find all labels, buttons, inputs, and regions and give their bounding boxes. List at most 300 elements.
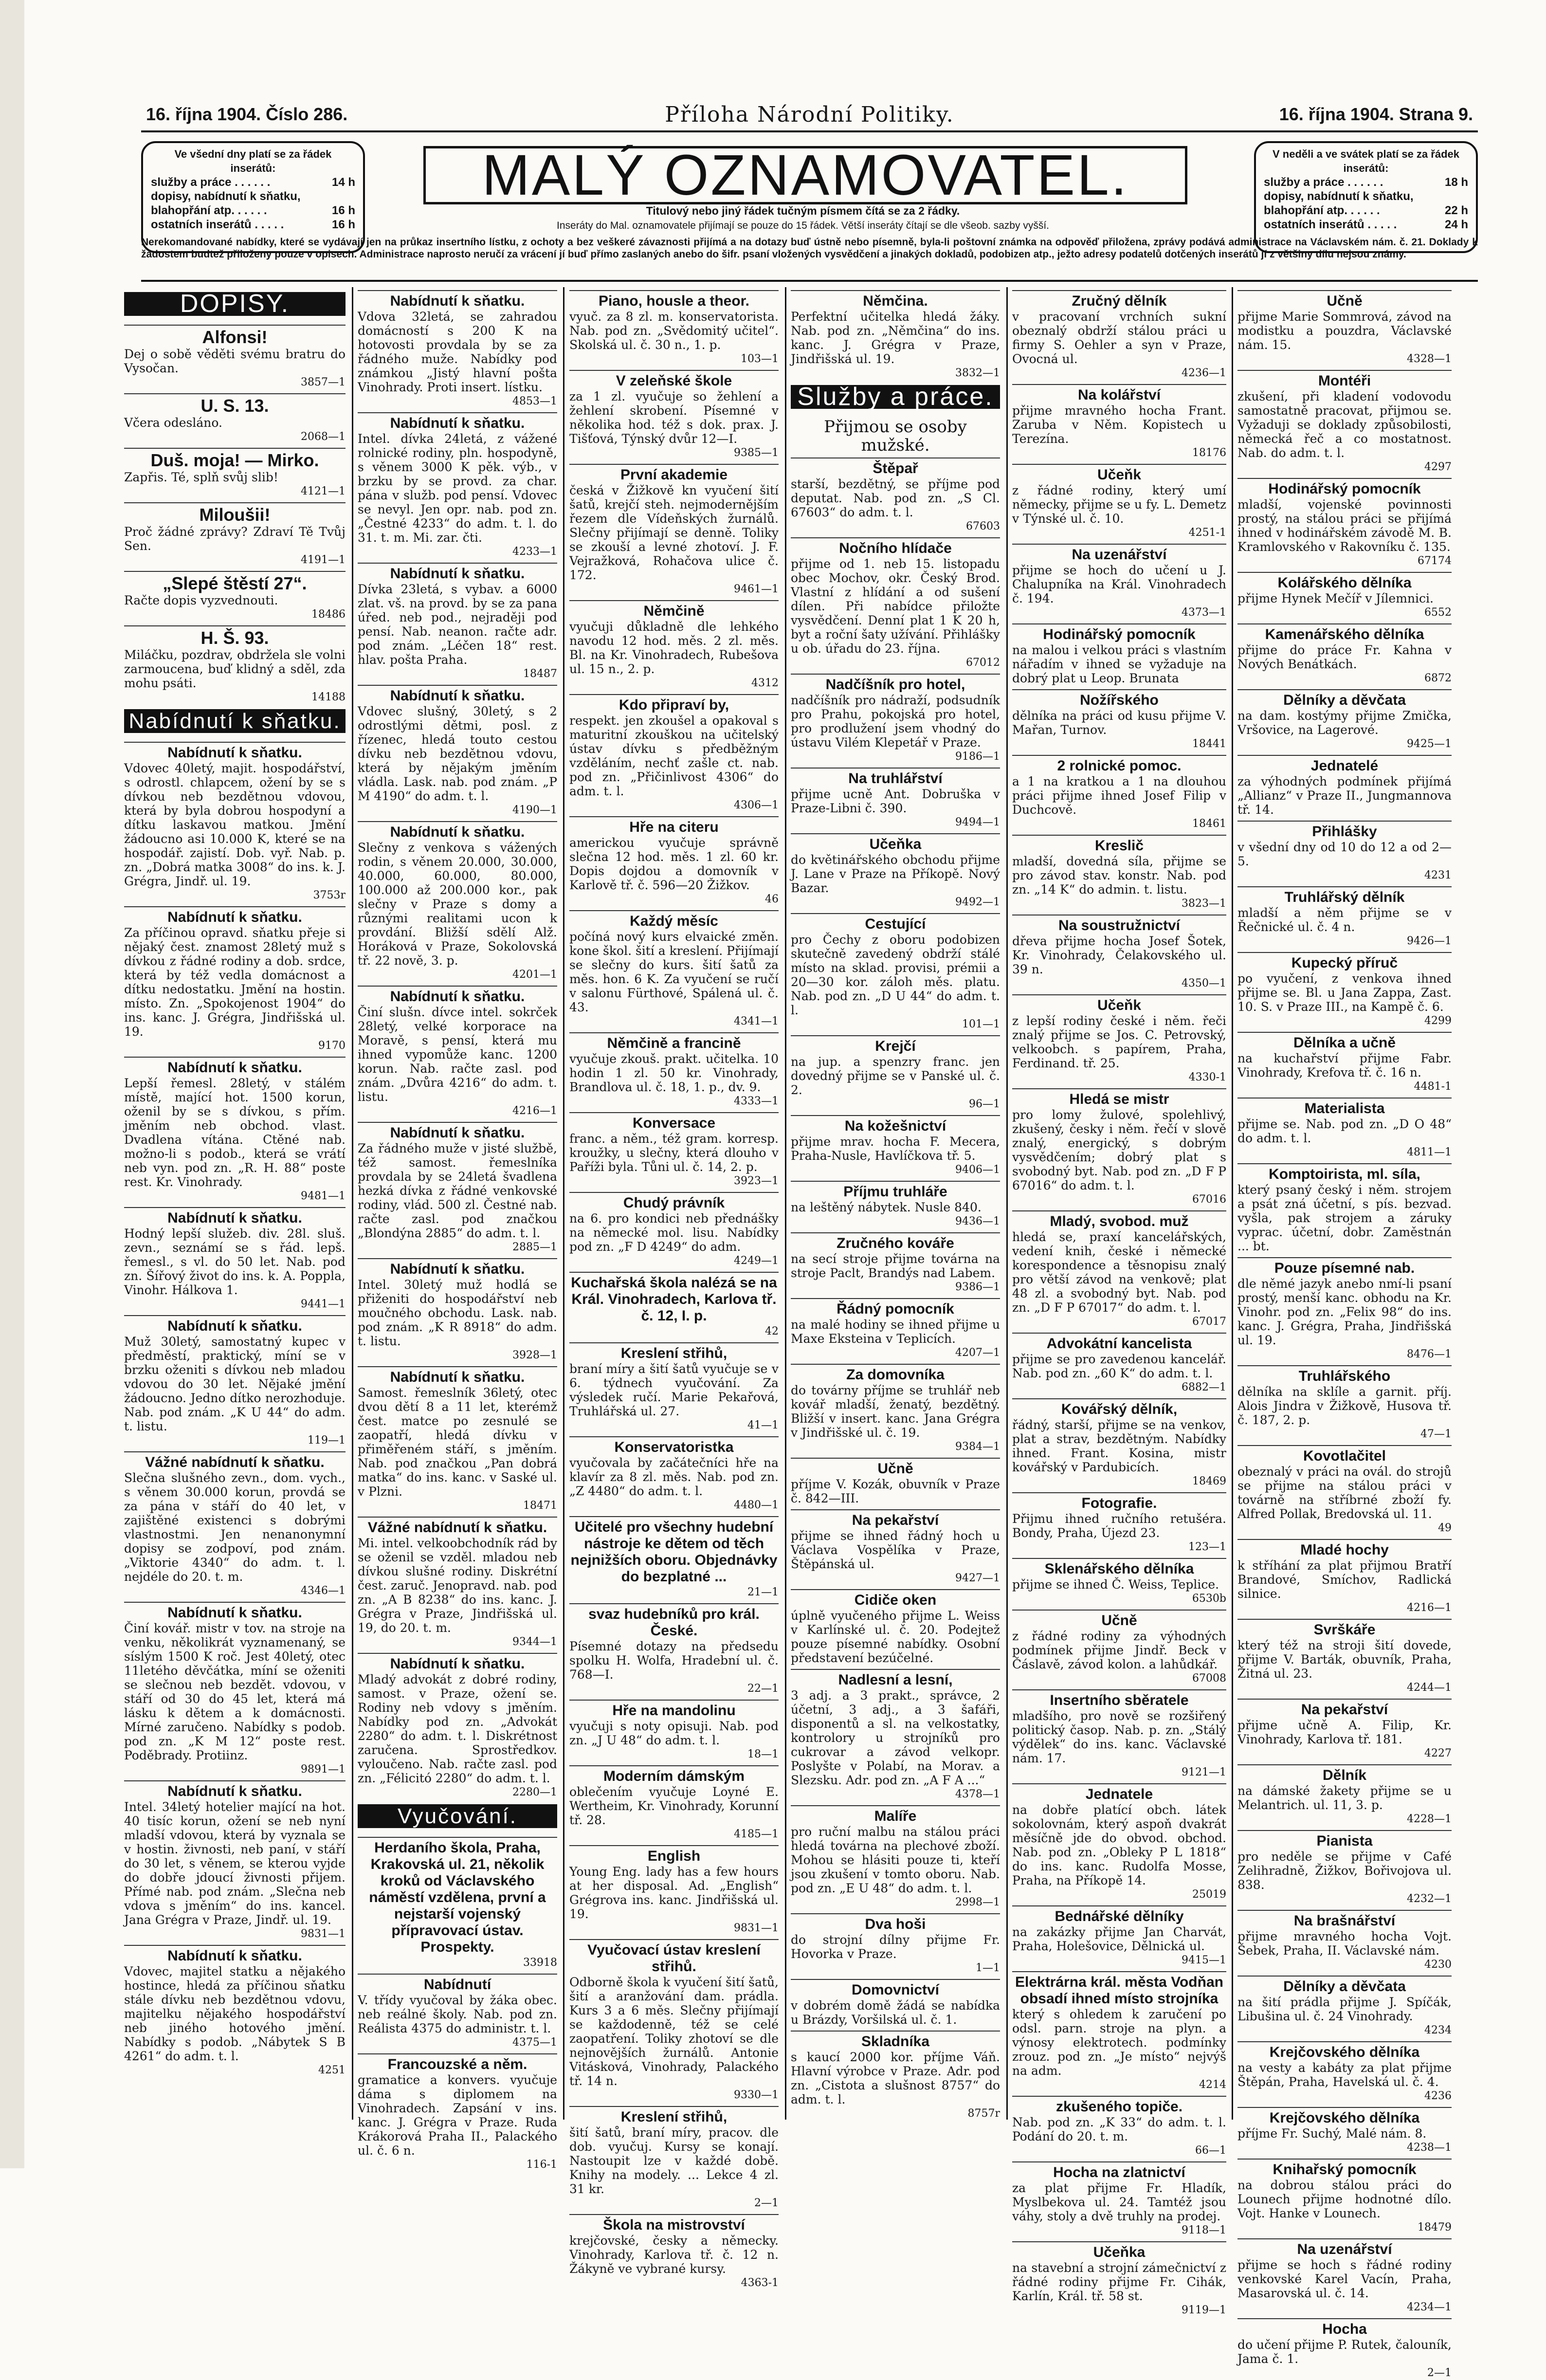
- classified-ad: [1012, 1905, 1226, 1967]
- rate-row: [151, 203, 355, 218]
- rate-label: blahopřání atp. . . . . .: [1264, 204, 1380, 217]
- classified-ad: [124, 448, 346, 498]
- ad-reference: 9494—1: [955, 816, 1000, 828]
- ad-text: z řádné rodiny, který umí německy, přijme se u fy. L. Demetz v Týnské ul. č. 10.: [1012, 483, 1227, 526]
- ad-heading: Hře na mandolinu: [569, 1700, 779, 1719]
- rate-label: blahopřání atp. . . . . .: [151, 204, 267, 217]
- ad-text: Lepší řemesl. 28letý, v stálém místě, mající hot. 1500 korun, oženil by se s dívkou, s přím. jměním neb obchod. vlast. Dvadlena vítána. Ctěné nab. možno-li s podob., která se vrátí neb vyn. pod zn. „R. H. 88“ poste rest. Kr. Vinohrady.: [124, 1076, 346, 1189]
- ad-heading: Alfonsi!: [124, 325, 346, 347]
- ad-reference: 4333—1: [734, 1095, 779, 1107]
- classified-ad: [791, 1035, 1000, 1111]
- ad-reference: 116-1: [526, 2159, 557, 2171]
- ad-text: přijme se ihned řádný hoch u Václava Vospělíka v Praze, Štěpánská ul.: [791, 1529, 1000, 1571]
- classified-ad: [1012, 2241, 1226, 2317]
- ad-reference: 46: [765, 893, 779, 905]
- ad-reference: 9118—1: [1182, 2224, 1226, 2236]
- classified-ad: [1237, 2318, 1452, 2380]
- classified-ad: [569, 1603, 779, 1696]
- ad-heading: Kolářského dělníka: [1237, 572, 1452, 591]
- ad-heading: English: [569, 1845, 779, 1865]
- ad-heading: Cidiče oken: [791, 1589, 1000, 1609]
- classified-ad: [569, 1516, 779, 1599]
- ad-text: vyučovala by začátečníci hře na klavír za 8 zl. měs. Nab. pod zn. „Z 4480“ do adm. t. l.: [569, 1456, 779, 1498]
- ad-heading: Jednatele: [1012, 1783, 1226, 1803]
- ad-heading: Mladé hochy: [1237, 1539, 1452, 1558]
- ad-text: přijme ucně Ant. Dobruška v Praze-Libni č. 390.: [791, 787, 1000, 815]
- ad-heading: Konversace: [569, 1112, 779, 1132]
- ad-heading: Kuchařská škola nalézá se na Král. Vinohradech, Karlova tř. č. 12, I. p.: [569, 1272, 779, 1324]
- ad-heading: Advokátní kancelista: [1012, 1333, 1226, 1352]
- ad-text: Vdovec 40letý, majit. hospodářství, s odrostl. chlapcem, ožení by se s dívkou neb bezdětnou vdovou, která by byla dobrou hospodyní a dítku laskavou matkou. Jmění žádoucno asi 10.000 K, které se na hospodář. zajistí. Dob. vyř. Nab. p. zn. „Dobrá matka 3008“ do ins. k. J. Grégra, Jindř. ul. 19.: [124, 761, 346, 888]
- ad-heading: Truhlářského: [1237, 1365, 1452, 1385]
- classified-ad: [124, 906, 346, 1053]
- column-5: [1012, 287, 1227, 2316]
- ad-reference: 18—1: [747, 1748, 779, 1760]
- ad-text: respekt. jen zkoušel a opakoval s maturitní zkouškou na učitelský ústav dívku s předběžným vzděláním, nechť zašle ct. nab. pod zn. „Přičinlivost 4306“ do adm. t. l.: [569, 714, 779, 798]
- rate-value: 18 h: [1444, 176, 1468, 189]
- ad-text: hledá se, praxí kancelářských, vedení knih, české i německé korespondence a těsnopisu znalý pro větší závod na venkově; plat 48 zl. a svobodný byt. Nab. pod zn. „D F P 67017“ do adm. t. l.: [1012, 1230, 1226, 1315]
- ad-reference: 4234: [1424, 2024, 1452, 2036]
- ad-heading: Na uzenářství: [1012, 544, 1226, 563]
- ad-heading: Řádný pomocník: [791, 1298, 1000, 1318]
- ad-heading: Štěpař: [791, 458, 1000, 477]
- classified-ad: [569, 1939, 779, 2102]
- ad-heading: Hře na citeru: [569, 816, 779, 836]
- ad-reference: 67016: [1192, 1193, 1226, 1206]
- rate-row: [151, 189, 355, 203]
- classified-ad: [569, 1342, 779, 1432]
- ad-heading: Nožířského: [1012, 689, 1226, 709]
- ad-reference: 9330—1: [734, 2089, 779, 2101]
- ad-text: Vdovec slušný, 30letý, s 2 odrostlými dětmi, posl. z řízenec, hledá touto cestou dívku neb bezdětnou vdovu, která by nějakým jměním vládla. Lask. nab. pod znám. „P M 4190“ do adm. t. l.: [358, 704, 557, 803]
- ad-heading: „Slepé štěstí 27“.: [124, 571, 346, 593]
- ad-text: mladšího, pro nově se rozšiřený politický časop. Nab. p. zn. „Stálý výdělek“ do ins. kanc. Václavské nám. 17.: [1012, 1709, 1226, 1765]
- page-header: [141, 102, 1478, 127]
- classified-ad: [1237, 2159, 1452, 2234]
- ad-text: dělníka na sklíle a garnit. příj. Alois Jindra v Žižkově, Husova tř. č. 187, 2. p.: [1237, 1385, 1452, 1427]
- ad-text: vyučuji s noty opisuji. Nab. pod zn. „J U 48“ do adm. t. l.: [569, 1719, 779, 1747]
- ad-reference: 4853—1: [512, 395, 557, 407]
- ad-reference: 4190—1: [512, 804, 557, 816]
- ad-text: Perfektní učitelka hledá žáky. Nab. pod zn. „Němčina“ do ins. kanc. J. Grégra v Praze, Jindřišská ul. 19.: [791, 310, 1000, 366]
- ad-text: Hodný lepší služeb. div. 28l. sluš. zevn., seznámí se s řád. lepš. řemesl., s vl. do 50 let. Nab. pod zn. Šířový život do ins. k. A. Poppla, Vinohr. Hálkova 1.: [124, 1227, 346, 1297]
- classified-ad: [791, 1181, 1000, 1228]
- ad-reference: 4230: [1424, 1959, 1452, 1971]
- classified-ad: [791, 1669, 1000, 1801]
- ad-reference: 22—1: [747, 1683, 779, 1695]
- ad-text: s kaucí 2000 kor. příjme Váň. Hlavní výrobce v Praze. Adr. pod zn. „Cistota a slušnost 8757“ do adm. t. l.: [791, 2050, 1000, 2106]
- ad-reference: 18176: [1192, 447, 1226, 459]
- ad-text: na dobře platící obch. látek sokolovnám, který aspoň dvakrát měsíčně jde do obvod. obchod. Nab. pod zn. „Obleky P L 1818“ do ins. kanc. Rudolfa Mosse, Praha, na Příkopě 14.: [1012, 1803, 1226, 1887]
- ad-heading: Na truhlářství: [791, 768, 1000, 787]
- ad-reference: 4363-1: [741, 2277, 779, 2289]
- ad-reference: 101—1: [962, 1018, 1000, 1030]
- ad-reference: 9406—1: [955, 1164, 1000, 1176]
- ad-heading: Učně: [1237, 290, 1452, 310]
- ad-text: Samost. řemeslník 36letý, otec dvou dětí 8 a 11 let, kterémž čest. matce po zesnulé se zaopatří, hledá dívku v přiměřeném stáří, s jměním. Nab. pod značkou „Pan dobrá matka“ do ins. kanc. v Saské ul. v Plzni.: [358, 1386, 557, 1499]
- classified-ad: [569, 1272, 779, 1338]
- ad-reference: 42: [765, 1325, 779, 1337]
- classified-ad: [569, 464, 779, 596]
- ad-reference: 18441: [1192, 738, 1226, 750]
- ad-reference: 8476—1: [1407, 1348, 1452, 1360]
- ad-heading: Na pekařství: [1237, 1699, 1452, 1718]
- ad-reference: 103—1: [741, 353, 779, 365]
- ad-heading: Na pekařství: [791, 1509, 1000, 1529]
- classified-ad: [569, 1845, 779, 1935]
- ad-heading: Kupecký příruč: [1237, 952, 1452, 971]
- ad-reference: 4191—1: [301, 554, 346, 566]
- ad-text: přijme Hynek Mečíř v Jílemnici.: [1237, 591, 1434, 605]
- ad-reference: 33918: [523, 1957, 557, 1969]
- ad-heading: Nabídnutí k sňatku.: [124, 1057, 346, 1076]
- ad-text: za výhodných podmínek přijímá „Allianz“ v Praze II., Jungmannova tř. 14.: [1237, 774, 1452, 817]
- classified-ad: [569, 1700, 779, 1761]
- ad-text: přijme učně A. Filip, Kr. Vinohrady, Karlova tř. 181.: [1237, 1718, 1452, 1746]
- classified-ad: [358, 685, 557, 817]
- ad-text: oblečením vyučuje Loyné E. Wertheim, Kr. Vinohrady, Korunní tř. 28.: [569, 1785, 779, 1827]
- ad-heading: Domovnictví: [791, 1979, 1000, 1998]
- ad-reference: 123—1: [1188, 1541, 1226, 1553]
- ad-text: řádný, starší, přijme se na venkov, plat a strav, bezdětným. Nabídky ihned. Frant. Kosina, mistr kovářský v Pardubicích.: [1012, 1418, 1226, 1474]
- ad-text: přijme se. Nab. pod zn. „D O 48“ do adm. t. l.: [1237, 1117, 1452, 1145]
- ad-text: k stříhání za plat přijmou Bratří Brandové, Smíchov, Radlická silnice.: [1237, 1558, 1452, 1601]
- ad-heading: Nabídnutí k sňatku.: [124, 742, 346, 761]
- ad-text: přijme se hoch do učení u J. Chalupníka na Král. Vinohradech č. 194.: [1012, 563, 1226, 605]
- ad-heading: Insertního sběratele: [1012, 1689, 1226, 1709]
- classified-ad: [1012, 994, 1226, 1084]
- ad-heading: Kovotlačitel: [1237, 1445, 1452, 1465]
- ad-text: franc. a něm., též gram. korresp. kroužky, u slečny, která dlouho v Paříži byla. Tůni ul. č. 14, 2. p.: [569, 1132, 779, 1174]
- ad-reference: 4231: [1424, 869, 1452, 881]
- ad-heading: Nabídnutí k sňatku.: [358, 290, 557, 310]
- ad-text: dle němé jazyk anebo nmí-li psaní prostý, menší kanc. obhodu na Kr. Vinohr. pod zn. „Felix 98“ do ins. kanc. J. Grégra, Praha, Jindřišská ul. 19.: [1237, 1277, 1452, 1347]
- ad-heading: Krejčovského dělníka: [1237, 2041, 1452, 2061]
- ad-heading: Pouze písemné nab.: [1237, 1257, 1452, 1277]
- ad-reference: 4216—1: [512, 1105, 557, 1117]
- classified-ad: [791, 1589, 1000, 1665]
- ad-heading: Dělník: [1237, 1764, 1452, 1784]
- rate-value: 16 h: [331, 204, 355, 217]
- classified-ad: [124, 1057, 346, 1203]
- ad-reference: 9426—1: [1407, 935, 1452, 947]
- ad-text: Za příčinou opravd. sňatku přeje si nějaký čest. znamost 28letý muž s dívkou z řádné rodiny a dob. srdce, která by též vedla domácnost a dítku nedostatku. Jmění na hostin. místo. Zn. „Spokojenost 1904“ do ins. kanc. J. Grégra, Jindřišská ul. 19.: [124, 926, 346, 1039]
- classified-ad: [1237, 1910, 1452, 1972]
- ad-heading: Piano, housle a theor.: [569, 290, 779, 310]
- classified-ad: [569, 694, 779, 812]
- ad-heading: Zručného kováře: [791, 1232, 1000, 1252]
- ad-text: přijme Marie Sommrová, závod na modistku a pouzdra, Václavské nám. 15.: [1237, 310, 1452, 352]
- classified-ad: [358, 1974, 557, 2050]
- ad-reference: 9384—1: [955, 1441, 1000, 1453]
- ad-reference: 67012: [966, 657, 1000, 669]
- ad-text: americkou vyučuje správně slečna 12 hod. měs. 1 zl. 60 kr. Dopis dojdou a domovník v Karlově tř. č. 596—20 Žižkov.: [569, 836, 779, 892]
- classified-ad: [1237, 290, 1452, 366]
- ad-reference: 4227: [1424, 1747, 1452, 1759]
- classified-ad: [1012, 1558, 1226, 1606]
- classified-ad: [1237, 370, 1452, 474]
- ad-text: přijme se hoch s řádné rodiny venkovské Karel Vacín, Praha, Masarovská ul. č. 14.: [1237, 2258, 1452, 2300]
- ad-reference: 2068—1: [301, 431, 346, 443]
- ad-reference: 9186—1: [955, 751, 1000, 763]
- classified-ad: [1012, 1333, 1226, 1394]
- ad-text: Mladý advokát z dobré rodiny, samost. v Praze, ožení se. Rodiny neb vdovy s jměním. Nabídky pod zn. „Advokát 2280“ do adm. t. l. Diskrétnost zaručena. Sprostředkov. vyloučeno. Nab. račte zasl. pod zn. „Félicitó 2280“ do adm. t. l.: [358, 1672, 557, 1785]
- ad-heading: Kdo připraví by,: [569, 694, 779, 714]
- classified-ad: [569, 816, 779, 906]
- ad-heading: Fotografie.: [1012, 1492, 1226, 1512]
- ad-text: Intel. 30letý muž hodlá se přiženiti do hospodářství neb moučného obchodu. Lask. nab. pod znám. „K R 8918“ do adm. t. listu.: [358, 1278, 557, 1348]
- ad-heading: Kamenářského dělníka: [1237, 623, 1452, 643]
- ad-heading: Skladníka: [791, 2031, 1000, 2050]
- classified-ad: [1237, 2238, 1452, 2314]
- ad-text: na dobrou stálou práci do Lounech přijme hodnotné dílo. Vojt. Hanke v Lounech.: [1237, 2178, 1452, 2220]
- classified-ad: [569, 1112, 779, 1188]
- ad-reference: 18471: [523, 1500, 557, 1512]
- ad-reference: 3823—1: [1182, 897, 1226, 910]
- rate-label: ostatních inserátů . . . . .: [151, 218, 284, 231]
- ad-reference: 9386—1: [955, 1281, 1000, 1293]
- ad-heading: Přihlášky: [1237, 821, 1452, 840]
- classified-ad: [124, 1780, 346, 1941]
- ad-text: Zapřis. Té, splň svůj slib!: [124, 470, 278, 484]
- ad-text: Za řádného muže v jisté službě, též samost. řemeslníka provdala by se 24letá švadlena hezká dívka z řádné venkovské rodiny, vlád. 500 zl. Čestné nab. račte zasl. pod značkou „Blondýna 2885“ do adm. t. l.: [358, 1141, 557, 1240]
- classified-ad: [1237, 478, 1452, 568]
- ad-heading: Hodinářský pomocník: [1012, 623, 1226, 643]
- ad-heading: Knihařský pomocník: [1237, 2159, 1452, 2178]
- ad-heading: Dva hoši: [791, 1913, 1000, 1933]
- column-3: [569, 287, 779, 2289]
- ad-reference: 4251-1: [1188, 527, 1226, 539]
- ad-heading: Učeňka: [1012, 2241, 1226, 2261]
- ad-heading: Na brašnářství: [1237, 1910, 1452, 1929]
- classified-ad: [1237, 1830, 1452, 1906]
- ad-reference: 9121—1: [1182, 1766, 1226, 1778]
- ad-text: do učení přijme P. Rutek, čalouník, Jama č. 1.: [1237, 2338, 1452, 2366]
- ad-text: Dej o sobě věděti svému bratru do Vysočan.: [124, 347, 346, 375]
- ad-text: V. třídy vyučoval by žáka obec. neb reálné školy. Nab. pod zn. Reálista 4375 do administr. t. l.: [358, 1993, 557, 2035]
- classified-ad: [1012, 1088, 1226, 1207]
- column-2: [358, 287, 557, 2171]
- ad-text: česká v Žižkově kn vyučení šití šatů, krejčí steh. nejmodernějším řezem dle Vídeňských žurnálů. Slečny přijímají se denně. Toliky se zkouší a levné zhotoví. J. F. Vejražková, Rohačova ulice č. 172.: [569, 483, 779, 582]
- ad-reference: 2280—1: [512, 1786, 557, 1798]
- classified-ad: [358, 412, 557, 559]
- ad-reference: 9481—1: [301, 1190, 346, 1202]
- rate-label: služby a práce . . . . . .: [151, 176, 271, 189]
- sunday-rates-title: V neděli a ve svátek platí se za řádek inserátů:: [1273, 148, 1459, 174]
- classified-ad: [569, 1192, 779, 1268]
- ad-reference: 9425—1: [1407, 738, 1452, 750]
- ad-text: na malou i velkou práci s vlastním nářadím v ihned se vyžaduje na dobrý plat u Leop. Brunata: [1012, 643, 1226, 685]
- ad-text: Vdova 32letá, se zahradou domácností s 200 K na hotovosti provdala by se za řádného muže. Nabídky pod známkou „Jistý hlavní pošta Vinohrady. Proti insert. lístku.: [358, 310, 557, 394]
- ad-reference: 9891—1: [301, 1763, 346, 1776]
- ad-reference: 18479: [1418, 2221, 1452, 2234]
- ad-text: který psaný český i něm. strojem a psát zná účetní, s pís. bezvad. vyšla, pak strojem a záruky vyprac. účetní, dobr. Zaměstnán ... bt.: [1237, 1183, 1452, 1253]
- masthead-title: MALÝ OZNAMOVATEL.: [423, 146, 1187, 204]
- ad-heading: Krejčovského dělníka: [1237, 2107, 1452, 2126]
- ad-text: dřeva přijme hocha Josef Šotek, Kr. Vinohrady, Čelakovského ul. 39 n.: [1012, 934, 1226, 976]
- classified-ad: [1237, 755, 1452, 817]
- ad-heading: Za domovníka: [791, 1364, 1000, 1383]
- classified-ad: [569, 1436, 779, 1512]
- classified-ad: [1237, 1699, 1452, 1760]
- ad-reference: 9415—1: [1182, 1954, 1226, 1966]
- ad-heading: zkušeného topiče.: [1012, 2096, 1226, 2115]
- ad-heading: Nadlesní a lesní,: [791, 1669, 1000, 1688]
- classified-ad: [1012, 755, 1226, 831]
- ad-reference: 4216—1: [1407, 1602, 1452, 1614]
- classified-ad: [569, 370, 779, 460]
- ad-reference: 9831—1: [734, 1922, 779, 1934]
- rate-label: dopisy, nabídnutí k sňatku,: [1264, 190, 1414, 203]
- classified-ad: [1012, 1210, 1226, 1329]
- ad-reference: 4201—1: [512, 969, 557, 981]
- ad-heading: Dělníky a děvčata: [1237, 1976, 1452, 1995]
- ad-reference: 9170: [318, 1040, 346, 1052]
- ad-text: pro neděle se přijme v Café Zelihradně, Žižkov, Bořivojova ul. 838.: [1237, 1849, 1452, 1892]
- classified-ad: [1012, 2096, 1226, 2158]
- rate-label: dopisy, nabídnutí k sňatku,: [151, 190, 301, 203]
- classified-ad: [1012, 1610, 1226, 1685]
- ad-text: z lepší rodiny české i něm. řeči znalý přijme se Jos. C. Petrovský, velkoobch. s papírem, Praha, Ferdinand. tř. 25.: [1012, 1014, 1226, 1070]
- ad-reference: 4244—1: [1407, 1682, 1452, 1694]
- classified-ad: [791, 1364, 1000, 1454]
- classified-ad: [791, 1232, 1000, 1294]
- ad-text: mladší, vojenské povinnosti prostý, na stálou práci se přijímá ihned v hodinářském závodě M. B. Kramlovského v Rakovníku č. 135.: [1237, 497, 1452, 554]
- ad-heading: Nabídnutí k sňatku.: [124, 906, 346, 926]
- ad-heading: Truhlářský dělník: [1237, 886, 1452, 906]
- ad-text: braní míry a šití šatů vyučuje se v 6. týdnech vyučování. Za výsledek ručí. Marie Pekařová, Truhlářská ul. 27.: [569, 1362, 779, 1418]
- ad-reference: 4297: [1424, 461, 1452, 473]
- ad-text: nadčíšník pro nádraží, podsudník pro Prahu, pokojská pro hotel, pro prodlužení jsem vhodný do ústavu Vilém Klepetář v Praze.: [791, 693, 1000, 750]
- classified-ad: [1237, 689, 1452, 751]
- ad-text: pro Čechy z oboru podobizen skutečně zavedený obdrží stálé místo na sklad. provisi, prémii a 20—30 kor. záloh měs. platu. Nab. pod zn. „D U 44“ do adm. t. l.: [791, 933, 1000, 1017]
- ad-reference: 21—1: [747, 1586, 779, 1598]
- ad-text: přijme mravného hocha Frant. Zaruba v Něm. Kopistech u Terezína.: [1012, 403, 1226, 446]
- ad-heading: Moderním dámským: [569, 1765, 779, 1785]
- ad-heading: U. S. 13.: [124, 393, 346, 416]
- ad-text: úplně vyučeného přijme L. Weiss v Karlínské ul. č. 20. Podejtež pouze písemné nabídky. Osobní představení bezúčelné.: [791, 1609, 1000, 1665]
- ad-reference: 49: [1438, 1522, 1452, 1534]
- ad-reference: 4330-1: [1188, 1071, 1226, 1083]
- ad-text: za plat přijme Fr. Hladík, Myslbekova ul. 24. Tamtéž jsou váhy, stoly a dvě truhly na prodej.: [1012, 2181, 1226, 2223]
- classified-ad: [124, 1451, 346, 1598]
- ad-text: Nab. pod zn. „K 33“ do adm. t. l. Podání do 20. t. m.: [1012, 2115, 1226, 2143]
- ad-reference: 4233—1: [512, 546, 557, 558]
- ad-text: 3 adj. a 3 prakt., správce, 2 účetní, 3 adj., a 3 šafáři, disponentů a sl. na velkostatky, kontrolory u strojníků pro cukrovar a závod velkopr. Poslyšte v Polabí, na Morav. a Slezsku. Adr. pod zn. „A F A ...“: [791, 1688, 1000, 1787]
- classified-ad: [358, 290, 557, 408]
- ad-heading: Nabídnutí k sňatku.: [358, 685, 557, 704]
- ad-text: do továrny příjme se truhlář neb kovář mladší, ženatý, bezdětný. Bližší v insert. kanc. Jana Grégra v Jindřišské ul. č. 19.: [791, 1383, 1000, 1440]
- classified-ad: [1012, 1689, 1226, 1779]
- classified-ad: [791, 2031, 1000, 2121]
- classified-ad: [358, 2053, 557, 2172]
- ad-text: Mi. intel. velkoobchodník rád by se oženil se vzděl. mladou neb dívkou slušné rodiny. Diskrétní čest. zaruč. Jenopravd. nab. pod zn. „A B 8238“ do ins. kanc. J. Grégra v Praze, Jindřišská ul. 19, do 20. t. m.: [358, 1536, 557, 1635]
- classified-ad: [358, 821, 557, 982]
- ad-text: Písemné dotazy na předsedu spolku H. Wolfa, Hradební ul. č. 768—I.: [569, 1639, 779, 1682]
- ad-heading: Mladý, svobod. muž: [1012, 1210, 1226, 1230]
- ad-heading: Nabídnutí k sňatku.: [358, 1653, 557, 1672]
- classified-ad: [1012, 1398, 1226, 1488]
- ad-text: Slečny z venkova s vážených rodin, s věnem 20.000, 30.000, 40.000, 60.000, 80.000, 100.000 až 200.000 kor., pak slečny v Praze s domy a různými realitami ucon k provdání. Bližší sdělí Alž. Horáková v Praze, Sokolovská tř. 22 nově, 3. p.: [358, 841, 557, 968]
- ads-list: [1237, 290, 1452, 2380]
- classified-ad: [569, 2214, 779, 2290]
- ads-list: [124, 742, 346, 2077]
- ad-heading: V zeleňské škole: [569, 370, 779, 389]
- classified-ad: [791, 1913, 1000, 1975]
- classified-ad: [1237, 623, 1452, 685]
- ad-reference: 47—1: [1420, 1428, 1452, 1440]
- classified-ad: [1237, 2041, 1452, 2103]
- masthead-subtitle: Titulový nebo jiný řádek tučným písmem čítá se za 2 řádky.: [646, 204, 960, 217]
- column-rule: [563, 287, 564, 2120]
- ad-reference: 3928—1: [512, 1349, 557, 1361]
- ad-heading: Nabídnutí k sňatku.: [124, 1945, 346, 1964]
- ad-heading: Nabídnutí k sňatku.: [358, 821, 557, 841]
- header-date-left: 16. října 1904. Číslo 286.: [146, 104, 348, 124]
- ad-text: Činí kovář. mistr v tov. na stroje na venku, několikrát vyznamenaný, se síslým 1500 K roč. Jest 40letý, otec 11letého děvčátka, míní se oženiti se slečnou neb bezdět. vdovou, v stáří od 30 do 45 let, která má lásku k dětem a k domácnosti. Mírné zaručeno. Nabídky s podob. pod zn. „K M 12“ poste rest. Poděbrady. Protiinz.: [124, 1621, 346, 1762]
- classified-ad: [1012, 290, 1226, 380]
- classified-ad: [1237, 1032, 1452, 1094]
- classified-ad: [791, 1115, 1000, 1177]
- ad-text: vyučuji důkladně dle lehkého navodu 12 hod. měs. 2 zl. měs. Bl. na Kr. Vinohradech, Rubešova ul. 15 n., 2. p.: [569, 620, 779, 676]
- ad-reference: 6882—1: [1182, 1381, 1226, 1393]
- ad-text: počíná nový kurs elvaické změn. kone škol. šití a kreslení. Přijímají se slečny do kurs. šití šatů za měs. hon. 6 K. Za vyučení se ručí v salonu Fürthové, Spálená ul. č. 43.: [569, 930, 779, 1014]
- classified-ad: [1237, 1764, 1452, 1826]
- ad-reference: 9441—1: [301, 1298, 346, 1310]
- ad-heading: Nabídnutí k sňatku.: [358, 412, 557, 432]
- classified-ad: [791, 1509, 1000, 1585]
- ad-reference: 4341—1: [734, 1015, 779, 1027]
- header-title: Příloha Národní Politiky.: [665, 102, 954, 127]
- classified-ad: [124, 502, 346, 567]
- ad-reference: 9492—1: [955, 896, 1000, 908]
- ad-text: Muž 30letý, samostatný kupec v předměstí, praktický, míní se v brzku oženiti s dívkou neb mladou vdovou do 30 let. Nějaké jmění žádoucno. Jedno dítko nerozhoduje. Nab. pod znám. „K U 44“ do adm. t. listu.: [124, 1335, 346, 1433]
- ad-reference: 67008: [1192, 1672, 1226, 1684]
- classified-ad: [1237, 1539, 1452, 1615]
- ad-heading: Hodinářský pomocník: [1237, 478, 1452, 497]
- ad-text: z řádné rodiny za výhodných podmínek přijme Jindř. Beck v Čáslavě, závod kolon. a lahůdkář.: [1012, 1629, 1226, 1671]
- rate-value: 24 h: [1444, 218, 1468, 231]
- classified-ad: [358, 1122, 557, 1254]
- ad-heading: Nabídnutí k sňatku.: [124, 1315, 346, 1335]
- ad-heading: Vážné nabídnutí k sňatku.: [358, 1517, 557, 1536]
- rate-label: služby a práce . . . . . .: [1264, 176, 1383, 189]
- header-date-right: 16. října 1904. Strana 9.: [1279, 104, 1473, 124]
- classified-ad: [1012, 2161, 1226, 2237]
- classified-ad: [358, 1837, 557, 1970]
- classified-ad: [124, 1315, 346, 1447]
- classified-ad: [1012, 1492, 1226, 1554]
- ad-heading: Učitelé pro všechny hudební nástroje ke dětem od těch nejnižších oboru. Objednávky do bezplatné ...: [569, 1516, 779, 1585]
- classified-ad: [1237, 1163, 1452, 1253]
- ad-heading: Cestující: [791, 913, 1000, 933]
- ad-text: Intel. 34letý hotelier mající na hot. 40 tisíc korun, ožení se neb nyní mladší vdovou, která by vyznala se v hostin. živnosti, neb paní, v stáří do 30 let, s věnem, se kterou vyjde do dobře jdoucí živnosti přijem. Přímé nab. pod znám. „Slečna neb vdova s jměním“ do ins. kancel. Jana Grégra v Praze, Jindř. ul. 19.: [124, 1800, 346, 1927]
- ad-text: mladší a něm přijme se v Řečnické ul. č. 4 n.: [1237, 906, 1452, 934]
- ad-reference: 4312: [751, 677, 779, 689]
- classified-ad: [791, 1298, 1000, 1360]
- ad-text: který též na stroji šití dovede, přijme V. Barták, obuvník, Praha, Žitná ul. 23.: [1237, 1638, 1452, 1681]
- ad-reference: 4328—1: [1407, 353, 1452, 365]
- ad-heading: Učeňk: [1012, 994, 1226, 1014]
- classified-ad: [791, 674, 1000, 764]
- classified-ad: [1237, 886, 1452, 948]
- ad-reference: 6872: [1424, 672, 1452, 684]
- column-rule: [352, 287, 353, 2120]
- classified-ad: [791, 768, 1000, 829]
- ad-text: na stavební a strojní zámečnictví z řádné rodiny přijme Fr. Cihák, Karlín, Král. tř. 58 st.: [1012, 2261, 1226, 2303]
- ad-reference: 4306—1: [734, 799, 779, 811]
- weekday-rates-title: Ve všední dny platí se za řádek inserátů:: [174, 148, 332, 174]
